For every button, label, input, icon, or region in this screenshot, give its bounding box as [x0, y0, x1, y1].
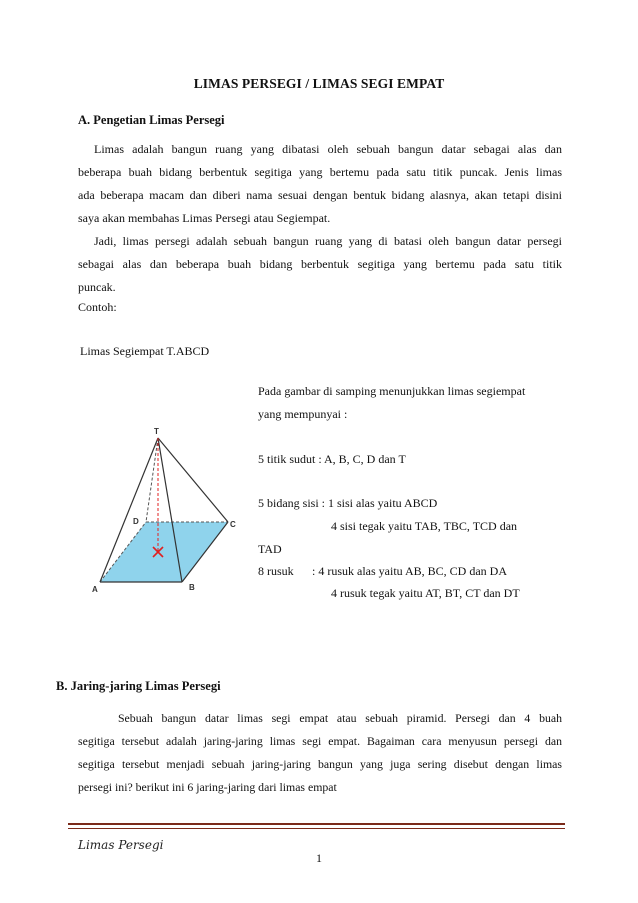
page-title: LIMAS PERSEGI / LIMAS SEGI EMPAT	[193, 76, 445, 91]
desc-rusuk-label: 8 rusuk	[258, 564, 294, 578]
page-number: 1	[316, 851, 322, 865]
desc-titik: 5 titik sudut : A, B, C, D dan T	[258, 452, 406, 466]
footer-rule-thin	[68, 828, 565, 829]
para2-line2: sebagai alas dan beberapa buah bidang berbentuk segitiga yang bertemu pada satu titik	[78, 257, 562, 271]
para1-line1: Limas adalah bangun ruang yang dibatasi oleh sebuah bangun datar sebagai alas dan	[94, 142, 562, 156]
section-a-heading: A. Pengetian Limas Persegi	[78, 113, 225, 127]
footer-rule-thick	[68, 823, 565, 825]
desc-intro2: yang mempunyai :	[258, 407, 348, 421]
para1-line3: ada beberapa macam dan diberi nama sesuai dengan bentuk bidang alasnya, akan tetapi disini	[78, 188, 562, 202]
secb-line4: persegi ini? berikut ini 6 jaring-jaring dari limas empat	[78, 780, 337, 794]
pyramid-figure	[88, 424, 248, 606]
contoh-label: Contoh:	[78, 300, 117, 314]
label-b: B	[189, 583, 195, 592]
section-b-heading: B. Jaring-jaring Limas Persegi	[56, 679, 221, 693]
para1-line2: beberapa buah bidang berbentuk segitiga yang bertemu pada satu titik puncak. Jenis limas	[78, 165, 562, 179]
secb-line2: segitiga tersebut adalah jaring-jaring limas segi empat. Bagaiman cara menyusun persegi dan	[78, 734, 562, 748]
figure-caption: Limas Segiempat T.ABCD	[80, 344, 210, 358]
label-c: C	[230, 520, 236, 529]
label-a: A	[92, 585, 98, 594]
label-t: T	[154, 427, 159, 436]
footer-label: Limas Persegi	[78, 838, 164, 852]
desc-bidang2: 4 sisi tegak yaitu TAB, TBC, TCD dan	[331, 519, 518, 533]
desc-bidang3: TAD	[258, 542, 282, 556]
para2-line1: Jadi, limas persegi adalah sebuah bangun ruang yang di batasi oleh bangun datar persegi	[94, 234, 562, 248]
desc-bidang1: 5 bidang sisi : 1 sisi alas yaitu ABCD	[258, 496, 438, 510]
desc-rusuk1: : 4 rusuk alas yaitu AB, BC, CD dan DA	[312, 564, 507, 578]
para2-line3: puncak.	[78, 280, 116, 294]
desc-intro1: Pada gambar di samping menunjukkan limas segiempat	[258, 384, 526, 398]
secb-line3: segitiga tersebut menjadi sebuah jaring-jaring bangun yang juga sering disebut dengan limas	[78, 757, 562, 771]
para1-line4: saya akan membahas Limas Persegi atau Segiempat.	[78, 211, 331, 225]
secb-line1: Sebuah bangun datar limas segi empat atau sebuah piramid. Persegi dan 4 buah	[118, 711, 562, 725]
desc-rusuk2: 4 rusuk tegak yaitu AT, BT, CT dan DT	[331, 586, 520, 600]
label-d: D	[133, 517, 139, 526]
